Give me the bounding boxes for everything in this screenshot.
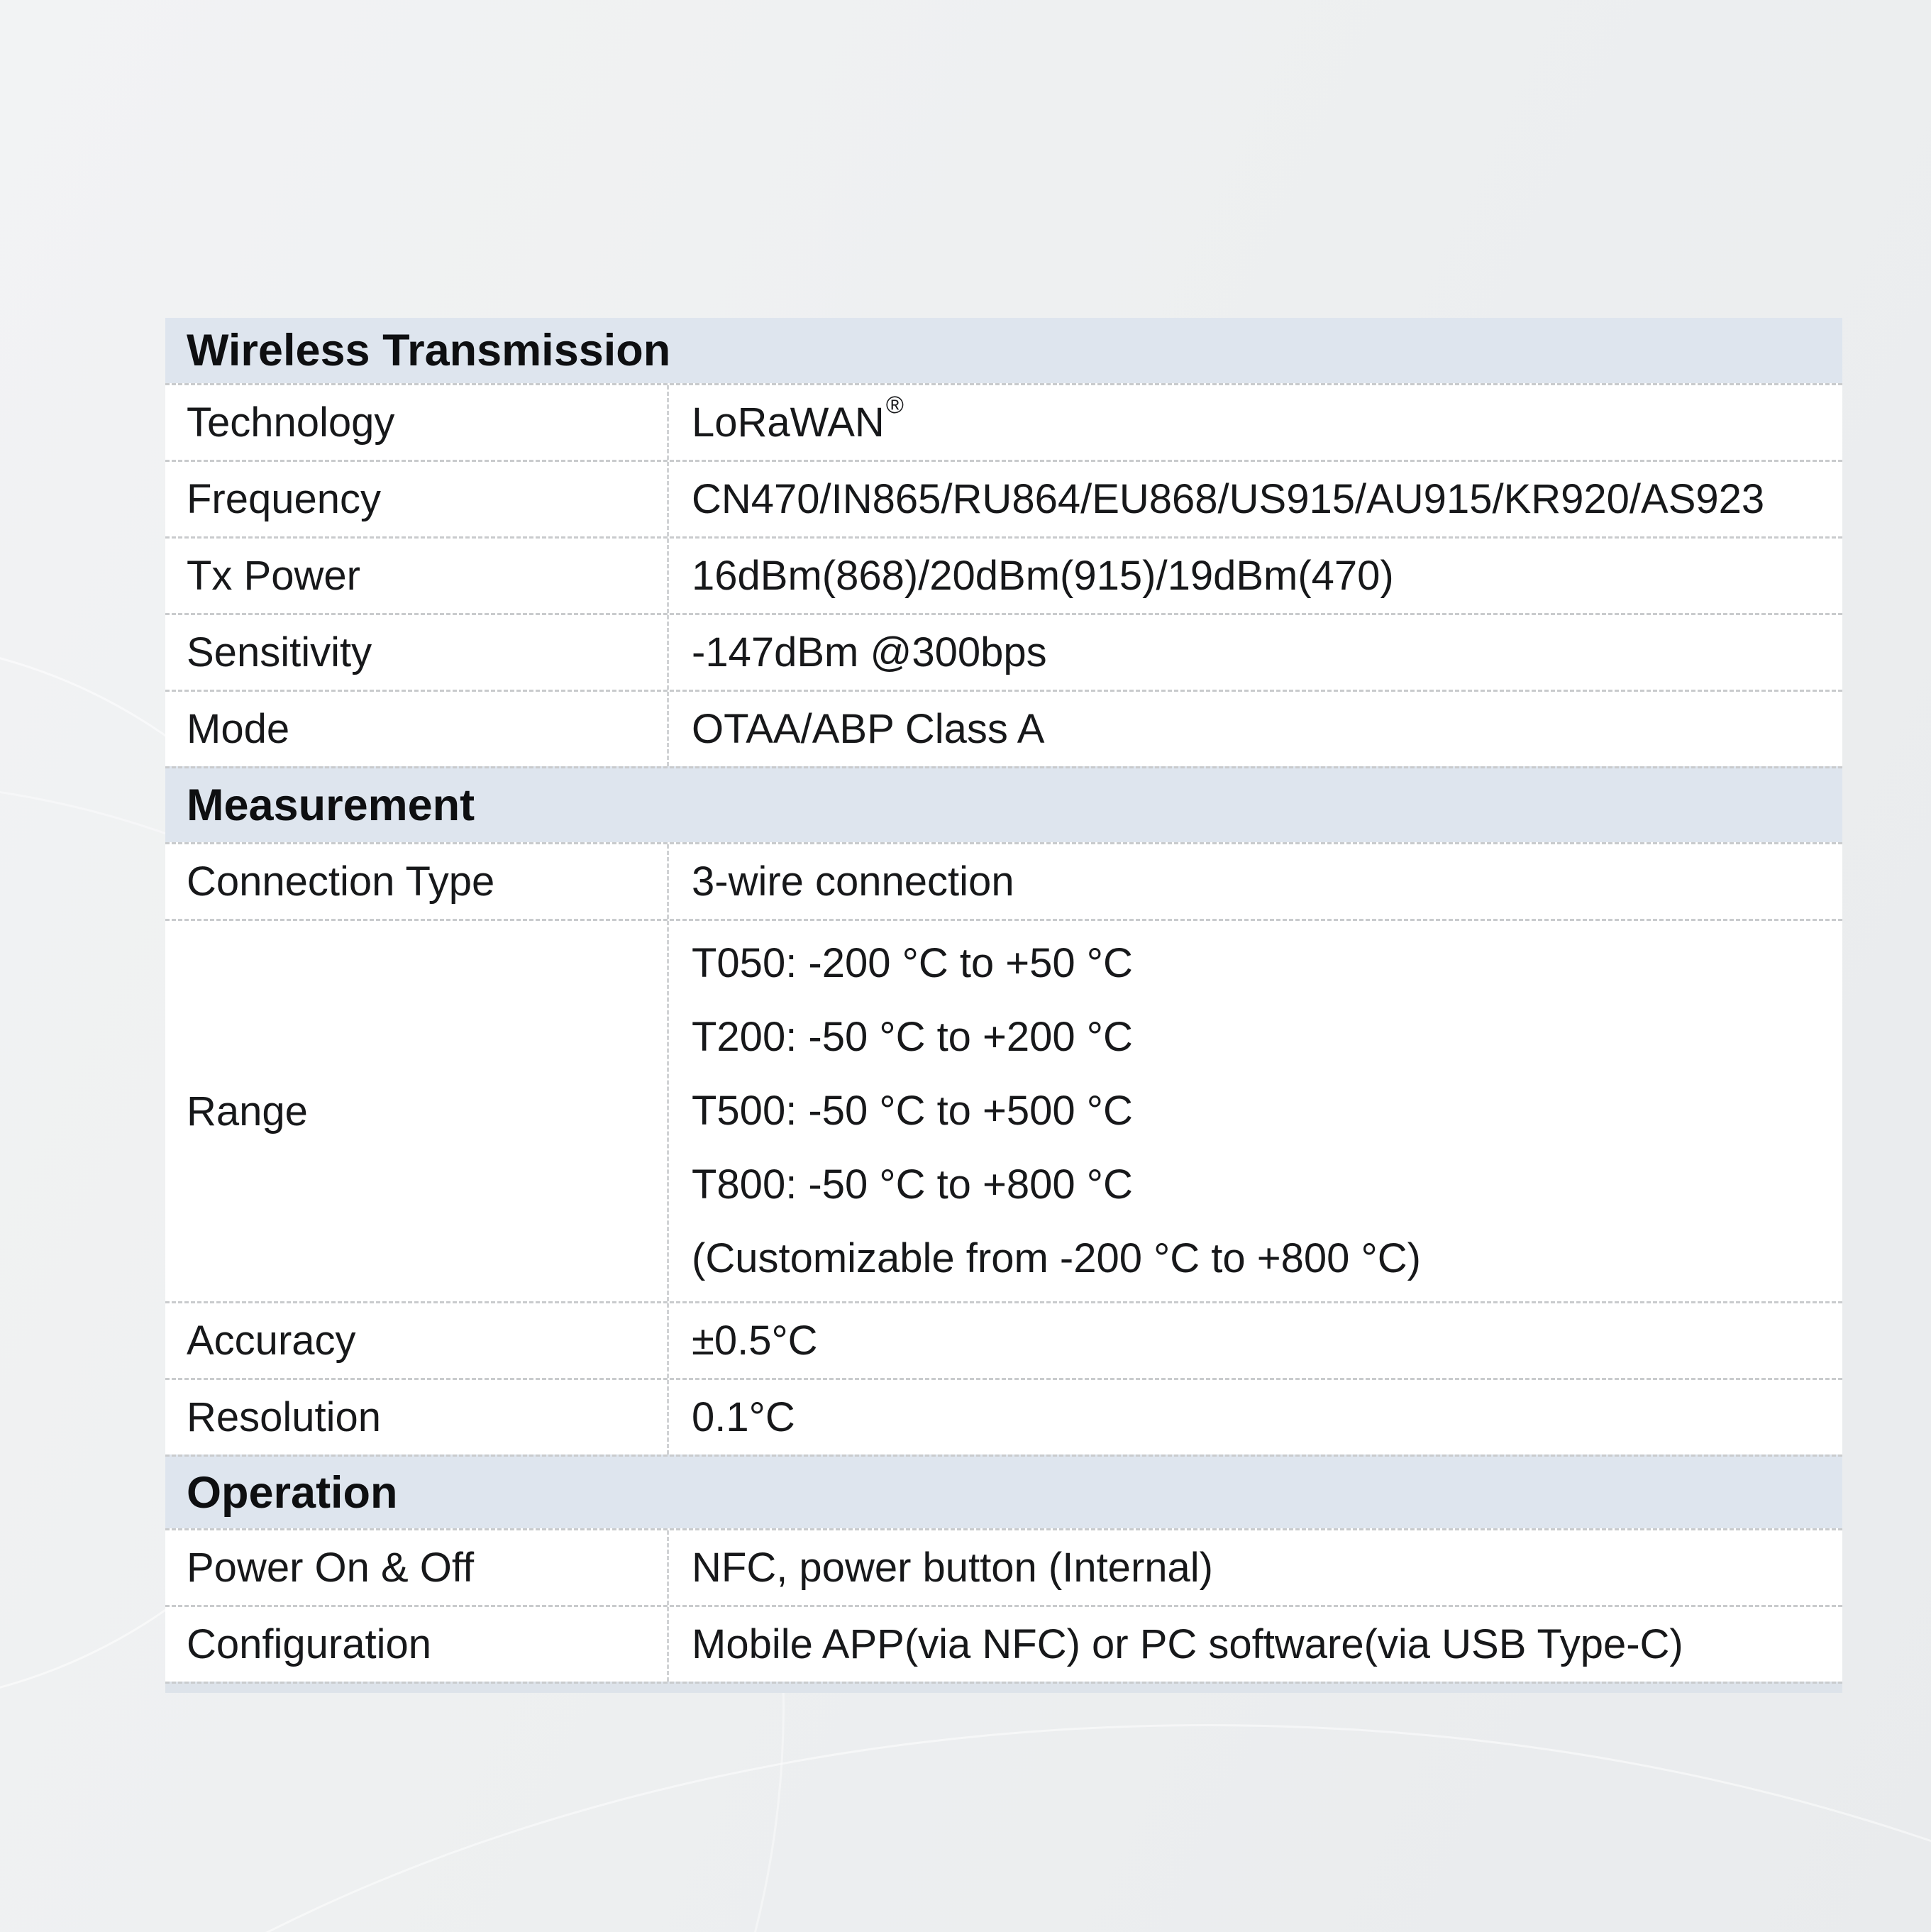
table-row-accuracy xyxy=(165,1301,1842,1378)
table-row-sensitivity xyxy=(165,613,1842,690)
row-label: Sensitivity xyxy=(165,615,669,690)
section-title: Wireless Transmission xyxy=(187,326,671,375)
range-line-t500: T500: -50 °C to +500 °C xyxy=(692,1088,1133,1134)
section-header-wireless-transmission xyxy=(165,318,1842,383)
row-value xyxy=(669,921,1842,1301)
section-header-measurement xyxy=(165,766,1842,842)
range-line-t050: T050: -200 °C to +50 °C xyxy=(692,940,1133,986)
row-label: Resolution xyxy=(165,1380,669,1454)
range-line-customizable: (Customizable from -200 °C to +800 °C) xyxy=(692,1235,1421,1281)
row-value: Mobile APP(via NFC) or PC software(via USB Type-C) xyxy=(692,1621,1683,1667)
background-arc xyxy=(0,1724,1931,1932)
registered-trademark-symbol: ® xyxy=(885,392,904,419)
section-header-operation xyxy=(165,1454,1842,1528)
spec-table xyxy=(165,318,1842,1693)
range-line-t200: T200: -50 °C to +200 °C xyxy=(692,1014,1133,1060)
row-value: CN470/IN865/RU864/EU868/US915/AU915/KR920/AS923 xyxy=(692,476,1765,522)
technology-value: LoRaWAN xyxy=(692,399,885,446)
range-line-t800: T800: -50 °C to +800 °C xyxy=(692,1161,1133,1208)
row-value: OTAA/ABP Class A xyxy=(692,706,1045,752)
row-value: 0.1°C xyxy=(692,1394,795,1440)
table-row-resolution xyxy=(165,1378,1842,1454)
row-value: 3-wire connection xyxy=(692,859,1014,905)
row-label: Configuration xyxy=(165,1607,669,1682)
table-row-range xyxy=(165,919,1842,1301)
table-row-power-on-off xyxy=(165,1528,1842,1605)
row-label: Frequency xyxy=(165,462,669,536)
row-label: Connection Type xyxy=(165,844,669,919)
row-label: Range xyxy=(165,921,669,1301)
row-label: Accuracy xyxy=(165,1303,669,1378)
table-row-frequency xyxy=(165,460,1842,536)
row-label: Tx Power xyxy=(165,539,669,613)
row-label: Mode xyxy=(165,692,669,766)
section-title: Measurement xyxy=(187,780,475,830)
section-title: Operation xyxy=(187,1467,398,1518)
row-label: Power On & Off xyxy=(165,1530,669,1605)
row-value: -147dBm @300bps xyxy=(692,629,1047,675)
table-row-mode xyxy=(165,690,1842,766)
table-bottom-strip xyxy=(165,1682,1842,1693)
table-row-connection-type xyxy=(165,842,1842,919)
table-row-technology xyxy=(165,383,1842,460)
table-row-tx-power xyxy=(165,536,1842,613)
row-value xyxy=(669,385,1842,460)
table-row-configuration xyxy=(165,1605,1842,1682)
row-label: Technology xyxy=(165,385,669,460)
row-value: NFC, power button (Internal) xyxy=(692,1545,1213,1591)
row-value: ±0.5°C xyxy=(692,1318,818,1364)
row-value: 16dBm(868)/20dBm(915)/19dBm(470) xyxy=(692,553,1394,599)
